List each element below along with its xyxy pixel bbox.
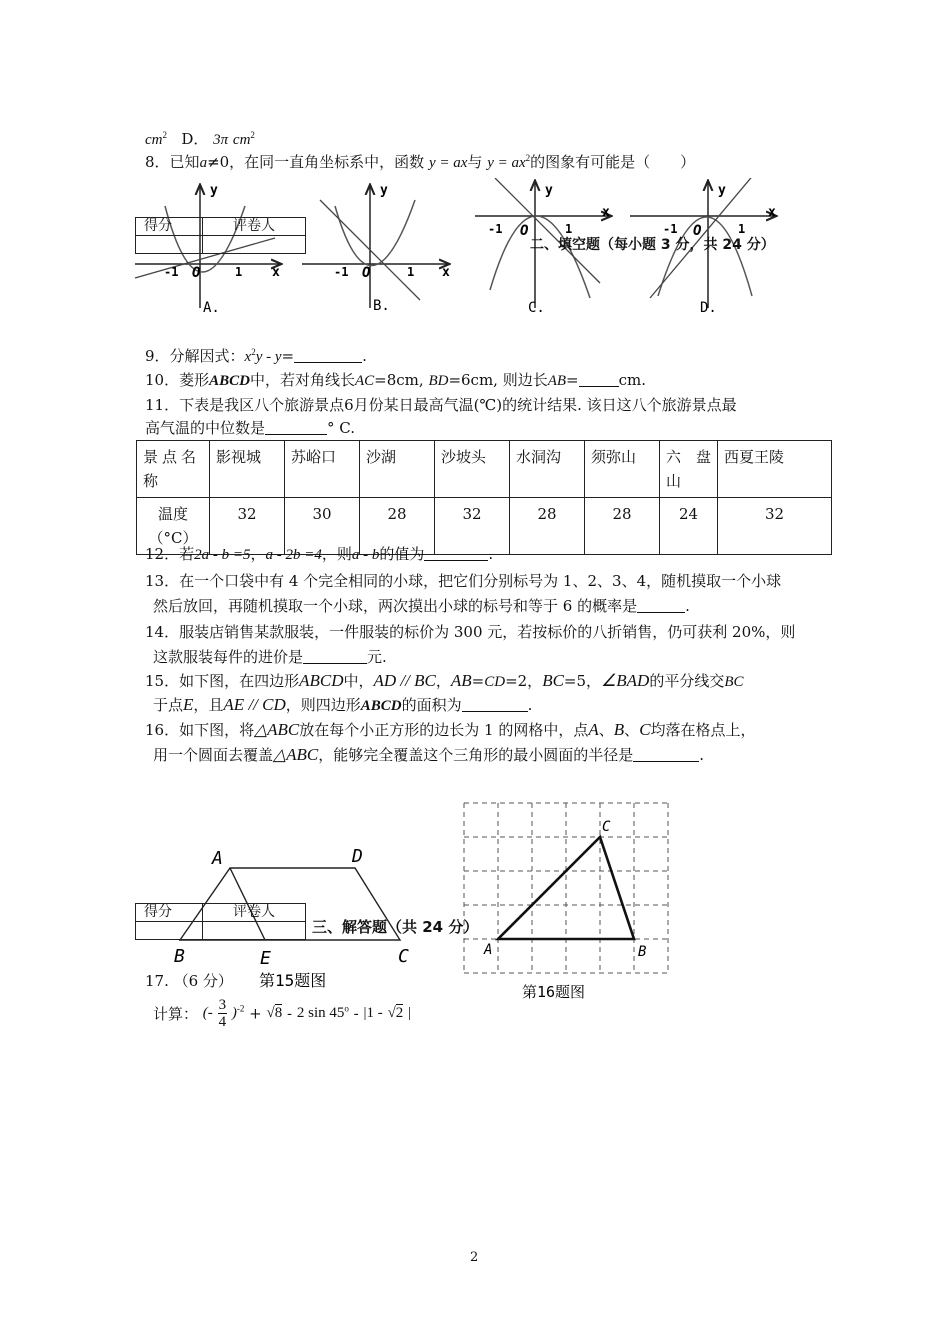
grader-label: 评卷人 <box>203 218 306 236</box>
graph-d-x-label: x <box>768 205 776 220</box>
graph-b-one: 1 <box>407 265 415 279</box>
score-label: 得分 <box>136 904 203 922</box>
q13-blank[interactable] <box>637 598 685 613</box>
graph-d-one: 1 <box>738 222 746 236</box>
question-16-line-2: 用一个圆面去覆盖△ABC，能够完全覆盖这个三角形的最小圆面的半径是 . <box>153 745 704 764</box>
fig15-label-e: E <box>260 948 271 969</box>
table-cell: 苏峪口 <box>285 441 360 498</box>
graph-d-y-label: y <box>718 183 726 198</box>
grader-cell[interactable] <box>203 922 306 940</box>
question-14-line-1: 14．服装店销售某款服装，一件服装的标价为 300 元，若按标价的八折销售，仍可获利 20%，则 <box>145 623 796 641</box>
graph-a-one: 1 <box>235 265 243 279</box>
q15-blank[interactable] <box>462 697 528 712</box>
fig15-label-d: D <box>352 846 363 867</box>
table-cell: 28 <box>585 498 660 555</box>
score-box-2 <box>135 903 306 940</box>
graph-a-label: A. <box>203 300 220 316</box>
question-17: 17. （6 分） <box>145 972 233 990</box>
question-12: 12．若2a - b =5，a - 2b =4，则a - b的值为 . <box>145 545 494 563</box>
graph-d-label: D. <box>700 300 717 316</box>
graph-a-origin: O <box>192 265 201 281</box>
score-box-1 <box>135 217 306 254</box>
table-cell: 28 <box>510 498 585 555</box>
graph-c-label: C. <box>528 300 545 316</box>
graph-a-neg-one: -1 <box>164 265 179 279</box>
top-line: $cm^2$ D． 3π $cm^2$ <box>145 130 255 148</box>
fig15-label-a: A <box>212 848 223 869</box>
score-label: 得分 <box>136 218 203 236</box>
q14-blank[interactable] <box>303 649 367 664</box>
graph-c-one: 1 <box>565 222 573 236</box>
fig16-label-a: A <box>484 942 493 958</box>
graph-b-label: B. <box>373 298 390 314</box>
graph-d-origin: O <box>693 223 702 239</box>
table-cell: 30 <box>285 498 360 555</box>
table-cell: 沙坡头 <box>435 441 510 498</box>
question-8: 8．已知a≠0，在同一直角坐标系中，函数 y = ax与 $y = ax^2$的图象有可能是（ ） <box>145 153 696 171</box>
fig15-label-c: C <box>398 946 409 967</box>
table-cell: 32 <box>210 498 285 555</box>
figure-16 <box>458 798 678 1003</box>
table-cell: 影视城 <box>210 441 285 498</box>
q16-blank[interactable] <box>633 747 699 762</box>
question-11-line-1: 11．下表是我区八个旅游景点6月份某日最高气温(℃)的统计结果. 该日这八个旅游景点最 <box>145 396 737 414</box>
fig15-caption: 第15题图 <box>259 971 327 990</box>
question-16-line-1: 16．如下图，将△ABC放在每个小正方形的边长为 1 的网格中，点A、B、C均落在格点上， <box>145 720 756 739</box>
question-13-line-1: 13．在一个口袋中有 4 个完全相同的小球，把它们分别标号为 1、2、3、4，随机摸取一个小球 <box>145 572 782 590</box>
table-header-cell: 景点名称 <box>137 441 210 498</box>
q9-blank[interactable] <box>294 348 362 363</box>
fraction: $\frac{3}{4}$ <box>218 997 227 1030</box>
graph-b-x-label: x <box>442 265 450 280</box>
question-13-line-2: 然后放回，再随机摸取一个小球，两次摸出小球的标号和等于 6 的概率是 . <box>153 597 690 615</box>
table-cell: 32 <box>718 498 832 555</box>
q17-expression: 计算： (- $\frac{3}{4}$ )$^{-2}$ + √8 - 2 sin 45$^o$ - |1 - √2 | <box>153 997 412 1030</box>
q10-blank[interactable] <box>579 372 619 387</box>
table-header-cell: 温度（°C） <box>137 498 210 555</box>
graph-b-neg-one: -1 <box>334 265 349 279</box>
q11-blank[interactable] <box>265 420 327 435</box>
score-cell[interactable] <box>136 236 203 254</box>
graph-b-y-label: y <box>380 183 388 198</box>
question-15-line-2: 于点E，且AE // CD，则四边形ABCD的面积为 . <box>153 695 533 714</box>
sqrt-2: √2 <box>387 1005 404 1021</box>
table-cell: 六 盘山 <box>660 441 718 498</box>
table-row <box>137 441 832 498</box>
table-cell: 28 <box>360 498 435 555</box>
table-cell: 水洞沟 <box>510 441 585 498</box>
question-11-line-2: 高气温的中位数是 ° C. <box>145 419 355 437</box>
page-number: 2 <box>470 1250 479 1265</box>
graph-a-x-label: x <box>272 265 280 280</box>
grader-cell[interactable] <box>203 236 306 254</box>
grader-label: 评卷人 <box>203 904 306 922</box>
graph-d-neg-one: -1 <box>663 222 678 236</box>
fig16-label-c: C <box>602 819 611 835</box>
score-cell[interactable] <box>136 922 203 940</box>
sqrt-8: √8 <box>266 1005 283 1021</box>
question-9: 9．分解因式：$x^2y - y=$ . <box>145 347 367 365</box>
graph-a-y-label: y <box>210 183 218 198</box>
graph-c-y-label: y <box>545 183 553 198</box>
table-cell: 24 <box>660 498 718 555</box>
section-3-title: 三、解答题（共 24 分） <box>312 918 479 936</box>
question-10: 10．菱形ABCD中，若对角线长AC=8cm, BD=6cm, 则边长AB= cm. <box>145 371 647 389</box>
section-2-title: 二、填空题（每小题 3 分，共 24 分） <box>530 237 775 253</box>
fig16-label-b: B <box>638 944 647 960</box>
graph-c-x-label: x <box>602 205 610 220</box>
temperature-table <box>136 440 832 555</box>
table-cell: 西夏王陵 <box>718 441 832 498</box>
table-cell: 沙湖 <box>360 441 435 498</box>
table-cell: 须弥山 <box>585 441 660 498</box>
graph-b <box>302 183 450 314</box>
question-15-line-1: 15．如下图，在四边形ABCD中，AD // BC，AB=CD=2，BC=5，∠BAD的平分线交BC <box>145 671 744 690</box>
table-cell: 32 <box>435 498 510 555</box>
fig15-label-b: B <box>174 946 185 967</box>
q12-blank[interactable] <box>424 546 488 561</box>
graph-c-neg-one: -1 <box>488 222 503 236</box>
graph-b-origin: O <box>362 265 371 281</box>
question-14-line-2: 这款服装每件的进价是 元. <box>153 648 387 666</box>
fig16-caption: 第16题图 <box>522 983 586 1001</box>
graph-c-origin: O <box>520 223 529 239</box>
